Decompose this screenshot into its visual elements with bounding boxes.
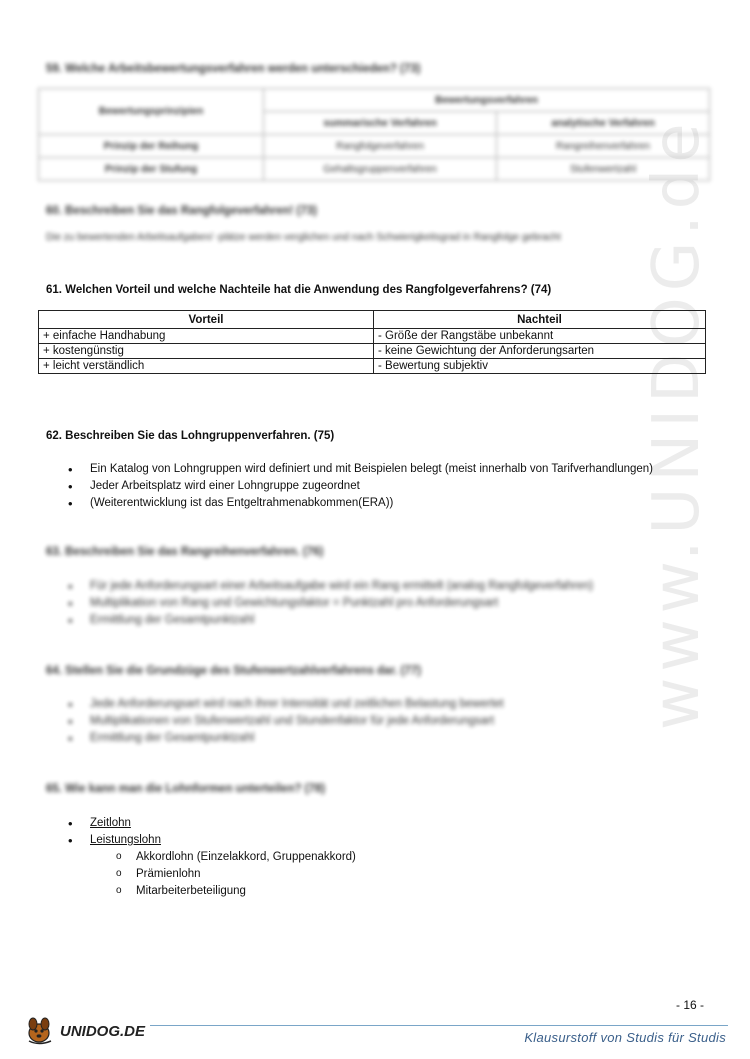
list-item: o Mitarbeiterbeteiligung [116,883,356,900]
table-row [39,158,710,181]
q63-heading: 63. Beschreiben Sie das Rangreihenverfahren. (76) [46,546,324,558]
q59-col2: analytische Verfahren [497,112,710,135]
q61-cell: + leicht verständlich [39,359,374,374]
list-item: • Zeitlohn [68,815,161,832]
q65-sublist [116,849,356,900]
q59-cell: Stufenwertzahl [497,158,710,181]
table-row [39,359,706,374]
dog-icon [24,1015,58,1048]
q61-cell: + kostengünstig [39,344,374,359]
q59-col1: summarische Verfahren [264,112,497,135]
q61-heading: 61. Welchen Vorteil und welche Nachteile hat die Anwendung des Rangfolgeverfahrens? (74) [46,284,552,296]
q61-col-vorteil: Vorteil [39,311,374,329]
q59-cell: Gehaltsgruppenverfahren [264,158,497,181]
table-row [39,344,706,359]
q59-corner: Bewertungsprinzipien [39,89,264,135]
page-number: - 16 - [675,998,704,1012]
q61-col-nachteil: Nachteil [374,311,706,329]
list-item: • Leistungslohn [68,832,161,849]
q59-heading: 59. Welche Arbeitsbewertungsverfahren werden unterschieden? (73) [46,63,421,75]
table-row [39,135,710,158]
q61-cell: + einfache Handhabung [39,329,374,344]
list-item: • Jeder Arbeitsplatz wird einer Lohngruppe zugeordnet [68,478,653,495]
q63-list [68,578,593,629]
list-item: • Jede Anforderungsart wird nach ihrer Intensität und zeitlichen Belastung bewertet [68,696,504,713]
q65-list [68,815,161,849]
list-item: o Prämienlohn [116,866,356,883]
list-item: • (Weiterentwicklung ist das Entgeltrahmenabkommen(ERA)) [68,495,653,512]
q59-row-label: Prinzip der Stufung [39,158,264,181]
q65-heading: 65. Wie kann man die Lohnformen unterteilen? (78) [46,783,326,795]
list-item: • Multiplikationen von Stufenwertzahl und Stundenfaktor für jede Anforderungsart [68,713,504,730]
list-item: • Für jede Anforderungsart einer Arbeitsaufgabe wird ein Rang ermittelt (analog Rangfolgeverfahren) [68,578,593,595]
q61-table [38,310,706,374]
q59-table [38,88,710,181]
q62-heading: 62. Beschreiben Sie das Lohngruppenverfahren. (75) [46,430,335,442]
q61-cell: - Bewertung subjektiv [374,359,706,374]
q60-heading: 60. Beschreiben Sie das Rangfolgeverfahren! (73) [46,205,317,217]
q60-text: Die zu bewertenden Arbeitsaufgaben/ -plätze werden verglichen und nach Schwierigkeitsgrad in Rangfolge gebracht [46,232,561,243]
footer-slogan: Klausurstoff von Studis für Studis [524,1030,726,1045]
q59-cell: Rangfolgeverfahren [264,135,497,158]
q62-list [68,461,653,512]
logo [24,1015,145,1047]
q64-heading: 64. Stellen Sie die Grundzüge des Stufenwertzahlverfahrens dar. (77) [46,665,422,677]
logo-text: UNIDOG.DE [60,1022,146,1040]
list-item: • Multiplikation von Rang und Gewichtungsfaktor = Punktzahl pro Anforderungsart [68,595,593,612]
q59-cell: Rangreihenverfahren [497,135,710,158]
watermark: www.UNIDOG.de [640,117,714,730]
list-item: • Ein Katalog von Lohngruppen wird definiert und mit Beispielen belegt (meist innerhalb von Tarifverhandlungen) [68,461,653,478]
q59-row-label: Prinzip der Reihung [39,135,264,158]
footer-divider [150,1025,728,1026]
table-row [39,329,706,344]
q61-cell: - keine Gewichtung der Anforderungsarten [374,344,706,359]
list-item: • Ermittlung der Gesamtpunktzahl [68,730,504,747]
q64-list [68,696,504,747]
q59-group: Bewertungsverfahren [264,89,710,112]
list-item: • Ermittlung der Gesamtpunktzahl [68,612,593,629]
q61-cell: - Größe der Rangstäbe unbekannt [374,329,706,344]
list-item: o Akkordlohn (Einzelakkord, Gruppenakkord) [116,849,356,866]
